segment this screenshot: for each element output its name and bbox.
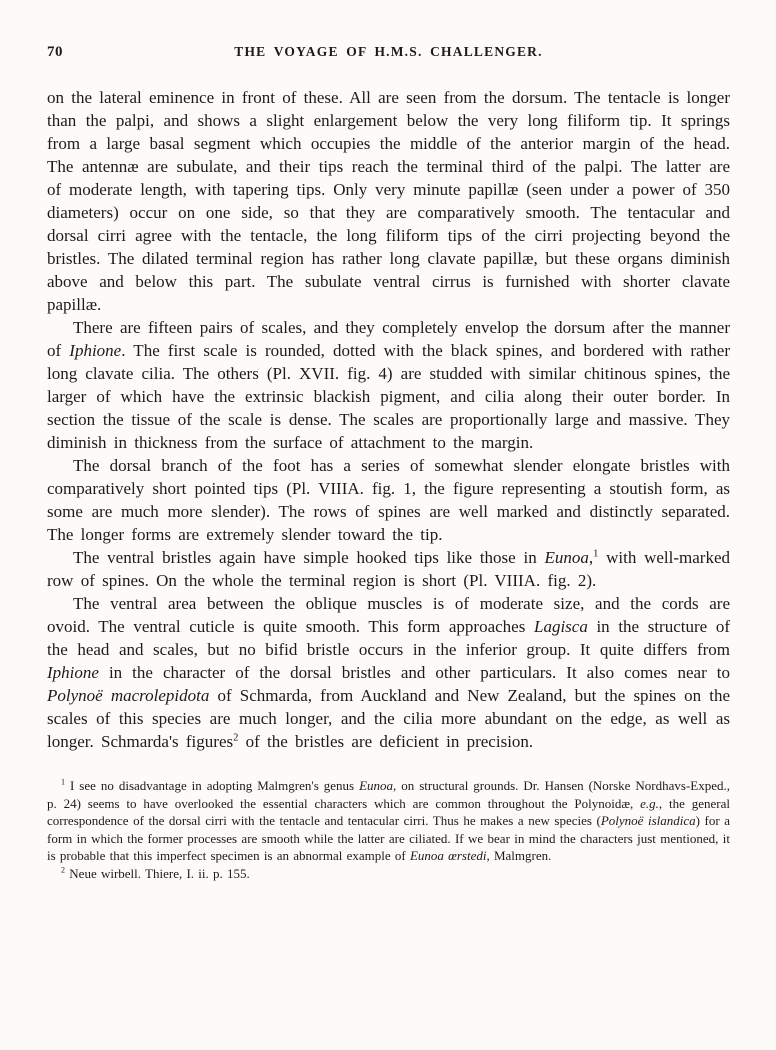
paragraph-2: There are fifteen pairs of scales, and they completely envelop the dorsum after the manner of Iphione. The first scale is rounded, dotted with the black spines, and bordered with rather long clavate cilia. The others (Pl. XVII. fig. 4) are studded with similar chitinous spines, the larger of which have the extrinsic blackish pigment, and cilia along their outer border. In section the tissue of the scale is dense. The scales are proportionally large and massive. They diminish in thickness from the surface of attachment to the margin. [47, 318, 730, 452]
paragraph-1: on the lateral eminence in front of these. All are seen from the dorsum. The tentacle is longer than the palpi, and shows a slight enlargement below the very long filiform tip. It springs from a large basal segment which occupies the middle of the anterior margin of the head. The antennæ are subulate, and their tips reach the terminal third of the palpi. The latter are of moderate length, with tapering tips. Only very minute papillæ (seen under a power of 350 diameters) occur on one side, so that they are comparatively smooth. The tentacular and dorsal cirri agree with the tentacle, the long filiform tips of the cirri projecting beyond the bristles. The dilated terminal region has rather long clavate papillæ, but these organs diminish above and below this part. The subulate ventral cirrus is furnished with shorter clavate papillæ. [47, 88, 730, 314]
page-number: 70 [47, 44, 63, 60]
paragraph-4: The ventral bristles again have simple hooked tips like those in Eunoa,$^1$ with well-marked row of spines. On the whole the terminal region is short (Pl. VIIIA. fig. 2). [47, 548, 730, 590]
running-header: THE VOYAGE OF H.M.S. CHALLENGER. [234, 44, 543, 59]
paragraph-3: The dorsal branch of the foot has a series of somewhat slender elongate bristles with comparatively short pointed tips (Pl. VIIIA. fig. 1, the figure representing a stoutish form, as some are much more slender). The rows of spines are well marked and distinctly separated. The longer forms are extremely slender toward the tip. [47, 456, 730, 544]
body-text [47, 86, 730, 753]
paragraph-5: The ventral area between the oblique muscles is of moderate size, and the cords are ovoid. The ventral cuticle is quite smooth. This form approaches Lagisca in the structure of the head and scales, but no bifid bristle occurs in the inferior group. It quite differs from Iphione in the character of the dorsal bristles and other particulars. It also comes near to Polynoë macrolepidota of Schmarda, from Auckland and New Zealand, but the spines on the scales of this species are much longer, and the cilia more abundant on the edge, as well as longer. Schmarda's figures$^2$ of the bristles are deficient in precision. [47, 594, 730, 751]
page-header [47, 44, 730, 64]
footnotes [47, 777, 730, 882]
footnote-2: $^2$ Neue wirbell. Thiere, I. ii. p. 155. [61, 865, 250, 881]
footnote-1: $^1$ I see no disadvantage in adopting Malmgren's genus Eunoa, on structural grounds. Dr. Hansen (Norske Nordhavs-Exped., p. 24) seems to have overlooked the essential characters which are common throughout the Polynoidæ, e.g., the general correspondence of the dorsal cirri with the tentacle and tentacular cirri. Thus he makes a new species (Polynoë islandica) for a form in which the former processes are smooth while the latter are ciliated. If we bear in mind the characters just mentioned, it is probable that this imperfect specimen is an abnormal example of Eunoa œrstedi, Malmgren. [47, 777, 731, 863]
